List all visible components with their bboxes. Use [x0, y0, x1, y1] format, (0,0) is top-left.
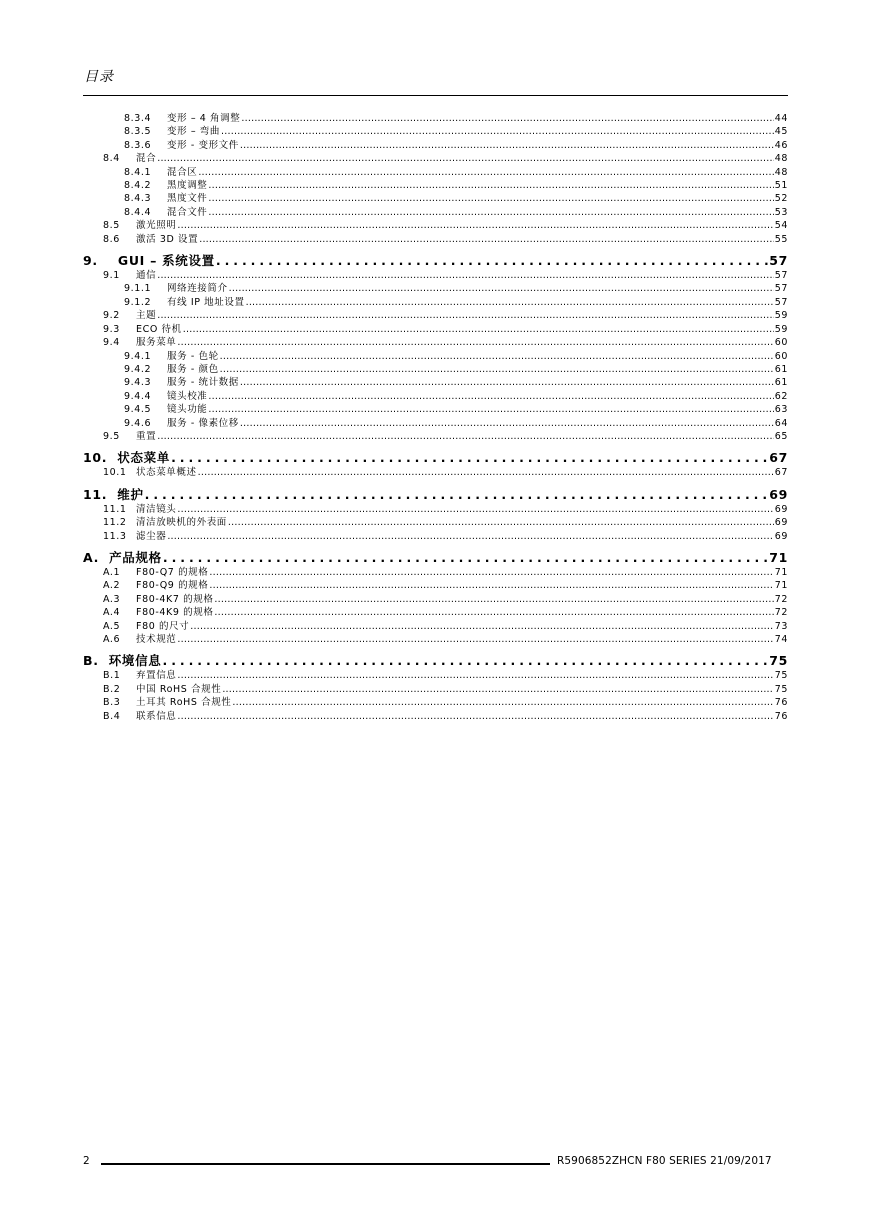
toc-entry-title: 状态菜单 — [117, 450, 171, 466]
toc-entry-page: 65 — [774, 430, 788, 442]
toc-entry-number: A.2 — [103, 580, 121, 592]
toc-entry[interactable] — [83, 620, 788, 633]
toc-dot-leader — [163, 550, 768, 566]
toc-entry[interactable] — [83, 633, 788, 646]
toc-entry-title: 服务 - 统计数据 — [167, 377, 239, 389]
toc-entry-page: 62 — [774, 390, 788, 402]
toc-entry-number: B.2 — [103, 683, 121, 695]
toc-entry[interactable] — [83, 282, 788, 295]
toc-entry-page: 63 — [774, 404, 788, 416]
footer-divider — [101, 1163, 550, 1165]
toc-entry-number: 9.1 — [103, 270, 120, 282]
toc-entry[interactable] — [83, 192, 788, 205]
toc-dot-leader — [229, 282, 774, 295]
toc-entry-number: 9.4.2 — [124, 363, 152, 375]
toc-dot-leader — [177, 710, 773, 723]
toc-entry-title: 服务 - 颜色 — [167, 363, 219, 375]
toc-entry[interactable] — [83, 233, 788, 246]
toc-entry-page: 48 — [774, 166, 788, 178]
toc-entry-title: 重置 — [136, 430, 157, 442]
toc-entry-page: 61 — [774, 363, 788, 375]
toc-chapter-entry[interactable] — [83, 487, 788, 503]
toc-entry-title: F80-Q7 的规格 — [136, 566, 209, 578]
toc-entry-title: 黑度调整 — [167, 180, 208, 192]
toc-entry-page: 60 — [774, 350, 788, 362]
toc-entry[interactable] — [83, 350, 788, 363]
toc-entry-page: 54 — [774, 220, 788, 232]
toc-dot-leader — [221, 125, 774, 138]
toc-entry-number: A.1 — [103, 566, 121, 578]
toc-entry[interactable] — [83, 683, 788, 696]
toc-dot-leader — [208, 390, 773, 403]
toc-entry-page: 71 — [774, 580, 788, 592]
toc-entry[interactable] — [83, 296, 788, 309]
toc-entry-title: 混合文件 — [167, 206, 208, 218]
toc-entry[interactable] — [83, 593, 788, 606]
toc-entry-title: F80 的尺寸 — [136, 620, 190, 632]
toc-entry-page: 73 — [774, 620, 788, 632]
toc-entry[interactable] — [83, 166, 788, 179]
toc-dot-leader — [157, 269, 774, 282]
toc-entry-title: 维护 — [117, 486, 144, 502]
table-of-contents — [83, 112, 788, 723]
toc-dot-leader — [220, 350, 774, 363]
toc-entry-number: B. — [83, 653, 99, 669]
footer-document-info: R5906852ZHCN F80 SERIES 21/09/2017 — [557, 1155, 772, 1167]
toc-entry-page: 57 — [774, 296, 788, 308]
toc-dot-leader — [190, 620, 773, 633]
toc-dot-leader — [208, 179, 773, 192]
toc-entry-number: 11. — [83, 486, 108, 502]
toc-entry-title: 变形 – 弯曲 — [167, 126, 220, 138]
toc-entry-page: 59 — [774, 310, 788, 322]
toc-entry-number: 9.4.3 — [124, 377, 152, 389]
toc-entry-number: 9.1.2 — [124, 296, 152, 308]
toc-entry[interactable] — [83, 336, 788, 349]
toc-dot-leader — [214, 606, 773, 619]
toc-entry-number: 9.4.4 — [124, 390, 152, 402]
toc-entry-title: 激活 3D 设置 — [136, 233, 199, 245]
toc-entry[interactable] — [83, 430, 788, 443]
toc-entry-number: 8.5 — [103, 220, 120, 232]
toc-entry[interactable] — [83, 390, 788, 403]
toc-entry-number: A.3 — [103, 593, 121, 605]
toc-entry-number: 9.4 — [103, 337, 120, 349]
toc-entry-page: 46 — [774, 139, 788, 151]
toc-entry[interactable] — [83, 309, 788, 322]
toc-entry-number: 11.2 — [103, 517, 127, 529]
toc-dot-leader — [177, 336, 773, 349]
toc-dot-leader — [177, 669, 773, 682]
toc-dot-leader — [198, 166, 773, 179]
toc-entry-page: 55 — [774, 233, 788, 245]
toc-entry-number: B.4 — [103, 710, 121, 722]
toc-entry-number: 8.4.1 — [124, 166, 152, 178]
toc-dot-leader — [241, 112, 773, 125]
toc-entry-page: 67 — [774, 467, 788, 479]
toc-entry-page: 59 — [774, 323, 788, 335]
toc-dot-leader — [208, 206, 773, 219]
toc-entry[interactable] — [83, 376, 788, 389]
toc-entry-number: 8.3.5 — [124, 126, 152, 138]
toc-entry-number: 9.4.6 — [124, 417, 152, 429]
toc-entry-title: 服务 - 像素位移 — [167, 417, 239, 429]
toc-entry-page: 72 — [774, 607, 788, 619]
toc-entry-number: 9.4.5 — [124, 404, 152, 416]
toc-chapter-entry[interactable] — [83, 653, 788, 669]
toc-entry-number: A.6 — [103, 634, 121, 645]
toc-dot-leader — [183, 323, 774, 336]
toc-entry-title: F80-Q9 的规格 — [136, 580, 209, 592]
toc-entry-title: 黑度文件 — [167, 193, 208, 205]
toc-entry-page: 69 — [774, 530, 788, 542]
toc-entry-page: 76 — [774, 710, 788, 722]
toc-entry-title: 网络连接简介 — [167, 283, 228, 295]
toc-entry[interactable] — [83, 516, 788, 529]
toc-entry-page: 57 — [769, 253, 788, 269]
toc-entry-page: 64 — [774, 417, 788, 429]
toc-entry[interactable] — [83, 606, 788, 619]
toc-dot-leader — [208, 403, 773, 416]
toc-entry-page: 45 — [774, 126, 788, 138]
toc-entry-number: 11.1 — [103, 503, 127, 515]
toc-entry-title: 镜头功能 — [167, 404, 208, 416]
toc-entry-number: 10. — [83, 450, 108, 466]
toc-dot-leader — [177, 503, 773, 516]
toc-entry-page: 71 — [769, 549, 788, 565]
toc-entry-page: 44 — [774, 113, 788, 124]
toc-dot-leader — [145, 487, 769, 503]
toc-entry[interactable] — [83, 696, 788, 709]
toc-entry-title: 有线 IP 地址设置 — [167, 296, 245, 308]
toc-entry-number: 8.3.4 — [124, 113, 152, 124]
toc-entry-number: 9.5 — [103, 430, 120, 442]
toc-entry[interactable] — [83, 323, 788, 336]
toc-entry[interactable] — [83, 363, 788, 376]
toc-entry-page: 48 — [774, 153, 788, 165]
toc-entry-number: B.3 — [103, 697, 121, 709]
toc-entry-number: 9.2 — [103, 310, 120, 322]
toc-entry[interactable] — [83, 152, 788, 165]
toc-entry-number: 9. — [83, 253, 98, 269]
toc-entry-page: 53 — [774, 206, 788, 218]
toc-dot-leader — [240, 139, 774, 152]
toc-entry-number: 8.4 — [103, 153, 120, 165]
toc-entry-title: 清洁镜头 — [136, 503, 177, 515]
toc-dot-leader — [214, 593, 773, 606]
toc-entry-title: 环境信息 — [108, 653, 162, 669]
toc-entry[interactable] — [83, 503, 788, 516]
toc-entry[interactable] — [83, 179, 788, 192]
toc-entry-number: 9.1.1 — [124, 283, 152, 295]
toc-dot-leader — [157, 430, 774, 443]
toc-entry-title: 变形 – 4 角调整 — [167, 113, 241, 124]
toc-dot-leader — [171, 450, 768, 466]
toc-entry-title: 产品规格 — [109, 549, 162, 565]
toc-entry[interactable] — [83, 139, 788, 152]
toc-entry-page: 74 — [774, 634, 788, 645]
toc-dot-leader — [232, 696, 773, 709]
toc-entry-number: 8.4.4 — [124, 206, 152, 218]
toc-entry-number: 11.3 — [103, 530, 127, 542]
toc-entry-title: 激光照明 — [136, 220, 177, 232]
toc-dot-leader — [199, 233, 774, 246]
toc-entry-title: ECO 待机 — [136, 323, 182, 335]
toc-dot-leader — [222, 683, 773, 696]
toc-dot-leader — [209, 566, 773, 579]
footer-page-number: 2 — [83, 1155, 90, 1167]
toc-entry-title: 主题 — [136, 310, 157, 322]
toc-entry-title: 技术规范 — [136, 634, 177, 645]
toc-entry-page: 69 — [774, 517, 788, 529]
toc-entry-number: 8.4.3 — [124, 193, 152, 205]
toc-entry-title: 状态菜单概述 — [136, 467, 197, 479]
toc-entry-page: 75 — [769, 653, 788, 669]
toc-entry[interactable] — [83, 466, 788, 479]
page-header-title: 目录 — [84, 69, 114, 85]
toc-entry-title: 联系信息 — [136, 710, 177, 722]
toc-dot-leader — [246, 296, 774, 309]
toc-entry-number: 9.4.1 — [124, 350, 152, 362]
toc-dot-leader — [240, 376, 774, 389]
toc-entry-page: 69 — [769, 486, 788, 502]
toc-entry-title: 通信 — [136, 270, 157, 282]
toc-entry-title: 滤尘器 — [136, 530, 167, 542]
toc-entry-number: 8.3.6 — [124, 139, 152, 151]
toc-entry[interactable] — [83, 269, 788, 282]
toc-entry-number: B.1 — [103, 670, 121, 682]
toc-dot-leader — [198, 466, 774, 479]
toc-entry[interactable] — [83, 579, 788, 592]
toc-entry-number: 9.3 — [103, 323, 120, 335]
header-divider — [83, 95, 788, 96]
toc-entry[interactable] — [83, 206, 788, 219]
toc-entry-page: 51 — [774, 180, 788, 192]
toc-entry-number: 8.4.2 — [124, 180, 152, 192]
toc-entry-title: 清洁放映机的外表面 — [136, 517, 227, 529]
toc-entry-page: 60 — [774, 337, 788, 349]
toc-entry-title: 弃置信息 — [136, 670, 177, 682]
toc-entry-title: 变形 - 变形文件 — [167, 139, 239, 151]
toc-chapter-entry[interactable] — [83, 450, 788, 466]
toc-entry-title: 中国 RoHS 合规性 — [136, 683, 222, 695]
toc-entry-number: A.5 — [103, 620, 121, 632]
toc-entry[interactable] — [83, 125, 788, 138]
toc-dot-leader — [177, 633, 773, 646]
toc-entry-title: F80-4K7 的规格 — [136, 593, 214, 605]
toc-dot-leader — [157, 152, 774, 165]
toc-dot-leader — [167, 530, 773, 543]
toc-chapter-entry[interactable] — [83, 550, 788, 566]
toc-entry-page: 76 — [774, 697, 788, 709]
toc-entry[interactable] — [83, 403, 788, 416]
toc-entry-page: 71 — [774, 566, 788, 578]
toc-entry-number: A.4 — [103, 607, 121, 619]
toc-entry-number: A. — [83, 549, 100, 565]
toc-entry-page: 69 — [774, 503, 788, 515]
toc-dot-leader — [216, 253, 768, 269]
toc-entry-page: 75 — [774, 683, 788, 695]
toc-entry[interactable] — [83, 710, 788, 723]
toc-entry-page: 67 — [769, 450, 788, 466]
toc-entry-title: 土耳其 RoHS 合规性 — [136, 697, 232, 709]
toc-entry-number: 10.1 — [103, 467, 127, 479]
toc-entry-title: 混合 — [136, 153, 157, 165]
toc-dot-leader — [220, 363, 774, 376]
toc-dot-leader — [209, 579, 773, 592]
toc-entry-page: 52 — [774, 193, 788, 205]
toc-dot-leader — [228, 516, 774, 529]
toc-entry[interactable] — [83, 669, 788, 682]
toc-entry-title: 服务菜单 — [136, 337, 177, 349]
toc-entry-page: 72 — [774, 593, 788, 605]
toc-entry[interactable] — [83, 417, 788, 430]
toc-entry-page: 61 — [774, 377, 788, 389]
toc-entry-title: F80-4K9 的规格 — [136, 607, 214, 619]
toc-entry-title: GUI – 系统设置 — [117, 253, 215, 269]
toc-dot-leader — [208, 192, 773, 205]
toc-entry-page: 57 — [774, 270, 788, 282]
toc-dot-leader — [163, 653, 769, 669]
toc-entry[interactable] — [83, 219, 788, 232]
toc-dot-leader — [157, 309, 774, 322]
toc-entry-title: 镜头校准 — [167, 390, 208, 402]
toc-dot-leader — [240, 417, 774, 430]
toc-dot-leader — [177, 219, 773, 232]
toc-entry-number: 8.6 — [103, 233, 120, 245]
toc-entry[interactable] — [83, 566, 788, 579]
toc-entry-page: 57 — [774, 283, 788, 295]
toc-entry[interactable] — [83, 530, 788, 543]
toc-entry[interactable] — [83, 112, 788, 125]
toc-entry-title: 混合区 — [167, 166, 198, 178]
toc-entry-title: 服务 - 色轮 — [167, 350, 219, 362]
toc-chapter-entry[interactable] — [83, 253, 788, 269]
toc-entry-page: 75 — [774, 670, 788, 682]
